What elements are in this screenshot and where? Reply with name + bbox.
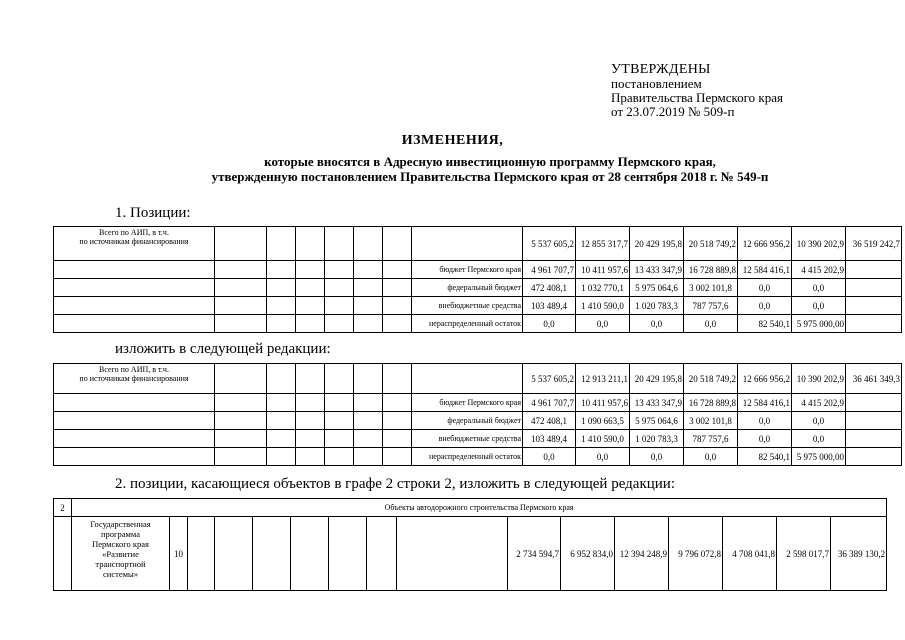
section-2-heading: 2. позиции, касающиеся объектов в графе 2 строки 2, изложить в следующей редакции: xyxy=(115,476,675,492)
value-cell xyxy=(846,315,902,333)
table-row xyxy=(54,448,902,466)
approval-line-2: Правительства Пермского края xyxy=(611,90,783,105)
row-label: федеральный бюджет xyxy=(412,412,523,430)
document-title: ИЗМЕНЕНИЯ, xyxy=(401,133,504,148)
value-cell: 1 020 783,3 xyxy=(630,430,684,448)
row-label: бюджет Пермского края xyxy=(412,261,523,279)
program-code-cell: 10 xyxy=(170,517,188,591)
table-row xyxy=(54,315,902,333)
value-cell: 20 429 195,8 xyxy=(630,364,684,394)
value-cell: 787 757,6 xyxy=(684,430,738,448)
subtitle-line-2: утвержденную постановлением Правительства Пермского края от 28 сентября 2018 г. № 549-п xyxy=(211,169,769,184)
value-cell: 2 734 594,7 xyxy=(508,517,561,591)
value-cell: 20 518 749,2 xyxy=(684,364,738,394)
table-row xyxy=(54,364,902,394)
value-cell: 36 519 242,7 xyxy=(846,227,902,261)
program-name-line-5: транспортной xyxy=(95,559,146,569)
value-cell: 0,0 xyxy=(792,412,846,430)
program-name-line-1: Государственная xyxy=(90,519,151,529)
value-cell: 12 584 416,1 xyxy=(738,394,792,412)
table-row xyxy=(54,394,902,412)
value-cell: 2 598 017,7 xyxy=(777,517,831,591)
approval-heading: УТВЕРЖДЕНЫ xyxy=(611,62,711,77)
row-label: внебюджетные средства xyxy=(412,430,523,448)
approval-block xyxy=(611,63,841,119)
table-row xyxy=(54,430,902,448)
value-cell: 0,0 xyxy=(738,297,792,315)
row-number-cell: 2 xyxy=(54,499,72,517)
value-cell: 0,0 xyxy=(523,448,576,466)
row-label: нераспределенный остаток xyxy=(412,448,523,466)
value-cell: 1 410 590,0 xyxy=(576,430,630,448)
value-cell: 0,0 xyxy=(684,448,738,466)
value-cell: 10 390 202,9 xyxy=(792,364,846,394)
value-cell: 20 429 195,8 xyxy=(630,227,684,261)
group-title-cell: Объекты автодорожного строительства Пермского края xyxy=(72,499,887,517)
value-cell: 0,0 xyxy=(576,448,630,466)
total-header-line-1: Всего по АИП, в т.ч. xyxy=(99,228,169,237)
program-name-line-6: системы» xyxy=(103,569,138,579)
value-cell: 0,0 xyxy=(630,448,684,466)
value-cell: 0,0 xyxy=(576,315,630,333)
value-cell: 0,0 xyxy=(738,279,792,297)
program-name-line-3: Пермского края xyxy=(92,539,149,549)
value-cell: 20 518 749,2 xyxy=(684,227,738,261)
total-header-cell xyxy=(54,227,215,261)
table-row xyxy=(54,227,902,261)
value-cell: 0,0 xyxy=(738,412,792,430)
table-positions-new xyxy=(53,363,902,466)
value-cell: 472 408,1 xyxy=(523,412,576,430)
table-row xyxy=(54,261,902,279)
value-cell: 1 090 663,5 xyxy=(576,412,630,430)
table-row xyxy=(54,517,887,591)
row-label xyxy=(412,227,523,261)
value-cell: 5 975 000,00 xyxy=(792,315,846,333)
total-header-cell xyxy=(54,364,215,394)
value-cell: 5 975 000,00 xyxy=(792,448,846,466)
table-positions-original xyxy=(53,226,902,333)
section-1-heading: 1. Позиции: xyxy=(115,205,191,221)
value-cell: 12 913 211,1 xyxy=(576,364,630,394)
table-row xyxy=(54,499,887,517)
value-cell: 82 540,1 xyxy=(738,448,792,466)
section-mid-heading: изложить в следующей редакции: xyxy=(115,341,331,357)
value-cell xyxy=(846,261,902,279)
value-cell: 13 433 347,9 xyxy=(630,394,684,412)
row-label: федеральный бюджет xyxy=(412,279,523,297)
value-cell: 1 020 783,3 xyxy=(630,297,684,315)
value-cell: 1 032 770,1 xyxy=(576,279,630,297)
value-cell: 4 961 707,7 xyxy=(523,261,576,279)
value-cell: 0,0 xyxy=(523,315,576,333)
value-cell: 0,0 xyxy=(738,430,792,448)
value-cell: 3 002 101,8 xyxy=(684,279,738,297)
value-cell: 36 389 130,2 xyxy=(831,517,887,591)
value-cell: 5 537 605,2 xyxy=(523,364,576,394)
value-cell: 5 537 605,2 xyxy=(523,227,576,261)
value-cell: 5 975 064,6 xyxy=(630,412,684,430)
value-cell: 0,0 xyxy=(792,297,846,315)
value-cell: 103 489,4 xyxy=(523,297,576,315)
value-cell xyxy=(846,448,902,466)
row-label: внебюджетные средства xyxy=(412,297,523,315)
value-cell xyxy=(846,412,902,430)
value-cell: 0,0 xyxy=(792,430,846,448)
row-label xyxy=(412,364,523,394)
total-header-line-2: по источникам финансирования xyxy=(79,237,189,246)
program-name-line-4: «Развитие xyxy=(102,549,139,559)
total-header-line-1: Всего по АИП, в т.ч. xyxy=(99,365,169,374)
approval-line-1: постановлением xyxy=(611,76,702,91)
value-cell xyxy=(846,394,902,412)
value-cell: 12 584 416,1 xyxy=(738,261,792,279)
value-cell: 16 728 889,8 xyxy=(684,394,738,412)
value-cell: 0,0 xyxy=(792,279,846,297)
value-cell: 4 708 041,8 xyxy=(723,517,777,591)
value-cell: 13 433 347,9 xyxy=(630,261,684,279)
value-cell: 4 415 202,9 xyxy=(792,394,846,412)
value-cell xyxy=(846,279,902,297)
value-cell: 1 410 590,0 xyxy=(576,297,630,315)
value-cell: 16 728 889,8 xyxy=(684,261,738,279)
subtitle-line-1: которые вносятся в Адресную инвестиционную программу Пермского края, xyxy=(264,154,716,169)
value-cell: 12 666 956,2 xyxy=(738,227,792,261)
total-header-line-2: по источникам финансирования xyxy=(79,374,189,383)
value-cell: 9 796 072,8 xyxy=(669,517,723,591)
value-cell: 4 415 202,9 xyxy=(792,261,846,279)
row-label: нераспределенный остаток xyxy=(412,315,523,333)
value-cell: 10 411 957,6 xyxy=(576,394,630,412)
value-cell: 4 961 707,7 xyxy=(523,394,576,412)
value-cell: 5 975 064,6 xyxy=(630,279,684,297)
value-cell: 0,0 xyxy=(684,315,738,333)
value-cell xyxy=(846,430,902,448)
value-cell: 787 757,6 xyxy=(684,297,738,315)
value-cell: 10 411 957,6 xyxy=(576,261,630,279)
value-cell: 103 489,4 xyxy=(523,430,576,448)
program-name-line-2: программа xyxy=(100,529,141,539)
value-cell: 82 540,1 xyxy=(738,315,792,333)
value-cell: 12 666 956,2 xyxy=(738,364,792,394)
value-cell: 472 408,1 xyxy=(523,279,576,297)
value-cell: 12 855 317,7 xyxy=(576,227,630,261)
table-row xyxy=(54,279,902,297)
table-objects xyxy=(53,498,887,591)
program-name-cell xyxy=(72,517,170,591)
approval-line-3: от 23.07.2019 № 509-п xyxy=(611,104,735,119)
value-cell: 36 461 349,3 xyxy=(846,364,902,394)
value-cell: 3 002 101,8 xyxy=(684,412,738,430)
value-cell: 6 952 834,0 xyxy=(561,517,615,591)
value-cell: 10 390 202,9 xyxy=(792,227,846,261)
value-cell xyxy=(846,297,902,315)
value-cell: 12 394 248,9 xyxy=(615,517,669,591)
table-row xyxy=(54,412,902,430)
row-label: бюджет Пермского края xyxy=(412,394,523,412)
value-cell: 0,0 xyxy=(630,315,684,333)
document-subtitle xyxy=(120,154,860,184)
table-row xyxy=(54,297,902,315)
